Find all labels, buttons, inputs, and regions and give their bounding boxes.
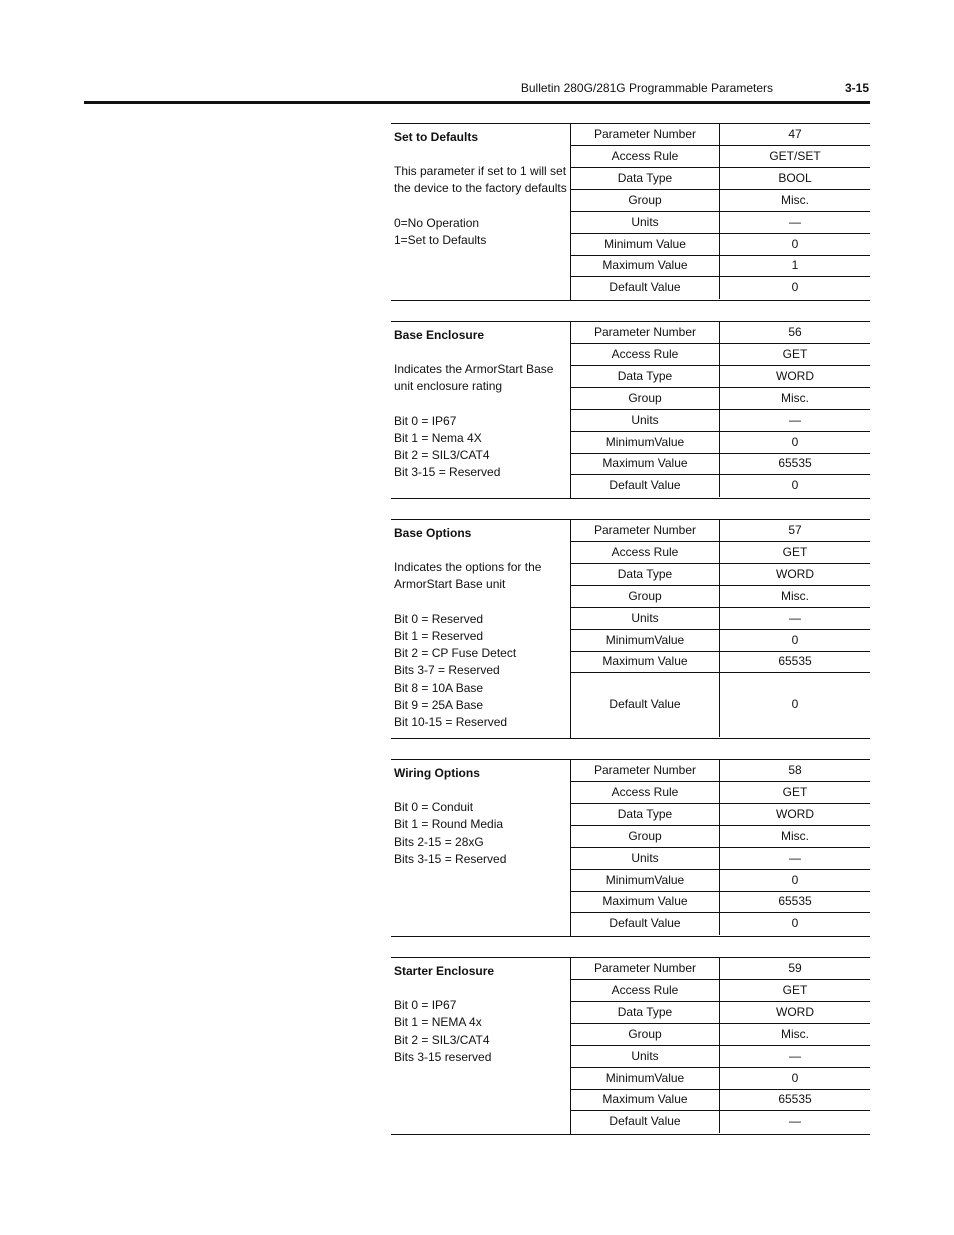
- attribute-value: —: [789, 610, 801, 625]
- table-row: [571, 913, 870, 935]
- attribute-value: Misc.: [781, 828, 809, 843]
- attribute-value: 0: [791, 1070, 799, 1085]
- attribute-label: Access Rule: [571, 980, 720, 1001]
- attribute-label: MinimumValue: [571, 432, 720, 453]
- param-table-starter-enclosure: [391, 957, 870, 1135]
- table-row: [571, 1111, 870, 1133]
- description-line: 1=Set to Defaults: [394, 233, 487, 247]
- param-table-wiring-options: [391, 759, 870, 937]
- table-row: [571, 848, 870, 870]
- attribute-value: 0: [791, 478, 799, 492]
- attribute-value: Misc.: [781, 390, 809, 405]
- param-attributes: [570, 958, 870, 1134]
- table-row: [571, 542, 870, 564]
- table-row: [571, 630, 870, 652]
- attribute-value: 0: [791, 236, 799, 251]
- attribute-label: Units: [571, 212, 720, 233]
- description-line: Bit 3-15 = Reserved: [394, 465, 501, 480]
- description-line: ArmorStart Base unit: [394, 577, 506, 592]
- attribute-label: Parameter Number: [571, 124, 720, 145]
- attribute-label: Maximum Value: [571, 256, 720, 276]
- attribute-label: Data Type: [571, 1002, 720, 1023]
- description-line: Bit 1 = Reserved: [394, 629, 484, 643]
- attribute-value: Misc.: [781, 588, 809, 603]
- attribute-value: Misc.: [781, 1026, 809, 1041]
- table-row: [571, 475, 870, 497]
- description-line: Bit 9 = 25A Base: [394, 697, 484, 712]
- attribute-label: Parameter Number: [571, 760, 720, 781]
- description-line: Bit 1 = Round Media: [394, 817, 504, 832]
- table-row: [571, 804, 870, 826]
- param-name: Set to Defaults: [394, 130, 479, 144]
- table-row: [571, 1090, 870, 1111]
- table-row: [571, 760, 870, 782]
- attribute-label: Parameter Number: [571, 322, 720, 343]
- table-row: [571, 1046, 870, 1068]
- attribute-value: WORD: [776, 806, 814, 821]
- attribute-label: Group: [571, 1024, 720, 1045]
- param-description: [391, 958, 570, 1134]
- param-description: [391, 760, 570, 936]
- attribute-label: Group: [571, 388, 720, 409]
- attribute-value: WORD: [776, 566, 814, 581]
- table-row: [571, 608, 870, 630]
- attribute-label: Data Type: [571, 366, 720, 387]
- attribute-label: Data Type: [571, 564, 720, 585]
- table-row: [571, 388, 870, 410]
- description-line: Indicates the ArmorStart Base: [394, 362, 554, 377]
- attribute-label: Maximum Value: [571, 454, 720, 474]
- description-gap: [394, 594, 567, 611]
- attribute-value: —: [789, 1048, 801, 1063]
- table-row: [571, 1024, 870, 1046]
- description-line: Bits 3-15 reserved: [394, 1049, 492, 1064]
- attribute-label: Access Rule: [571, 344, 720, 365]
- description-gap: [394, 396, 567, 413]
- attribute-value: GET: [782, 544, 808, 559]
- attribute-value: 0: [791, 916, 799, 930]
- attribute-label: MinimumValue: [571, 1068, 720, 1089]
- attribute-value: Misc.: [781, 192, 809, 207]
- attribute-label: Access Rule: [571, 542, 720, 563]
- table-row: [571, 892, 870, 913]
- table-row: [571, 564, 870, 586]
- attribute-label: Default Value: [571, 475, 720, 497]
- param-attributes: [570, 520, 870, 738]
- attribute-value: 0: [791, 872, 799, 887]
- header-rule: [84, 101, 870, 104]
- table-row: [571, 980, 870, 1002]
- description-line: Bit 0 = IP67: [394, 998, 457, 1013]
- description-line: unit enclosure rating: [394, 379, 503, 394]
- attribute-label: Maximum Value: [571, 1090, 720, 1110]
- param-description: [391, 124, 570, 300]
- attribute-value: 0: [791, 632, 799, 647]
- attribute-value: 47: [788, 126, 802, 141]
- description-line: Bit 2 = SIL3/CAT4: [394, 448, 490, 463]
- table-row: [571, 168, 870, 190]
- attribute-value: 56: [788, 324, 802, 339]
- description-line: Indicates the options for the: [394, 560, 542, 575]
- param-attributes: [570, 322, 870, 498]
- page-header: [84, 78, 870, 98]
- attribute-value: GET: [782, 784, 808, 799]
- table-row: [571, 1068, 870, 1090]
- description-line: Bit 1 = Nema 4X: [394, 431, 482, 445]
- param-name: Wiring Options: [394, 766, 480, 780]
- page-number: 3-15: [844, 81, 869, 95]
- attribute-value: 65535: [778, 654, 812, 668]
- attribute-label: Group: [571, 586, 720, 607]
- attribute-label: Parameter Number: [571, 958, 720, 979]
- param-description: [391, 520, 570, 738]
- param-description: [391, 322, 570, 498]
- attribute-value: 1: [791, 258, 799, 272]
- attribute-label: Access Rule: [571, 146, 720, 167]
- description-line: Bit 2 = SIL3/CAT4: [394, 1032, 490, 1047]
- attribute-label: MinimumValue: [571, 630, 720, 651]
- attribute-label: Default Value: [571, 673, 720, 737]
- table-row: [571, 410, 870, 432]
- description-line: Bit 10-15 = Reserved: [394, 715, 508, 730]
- table-row: [571, 432, 870, 454]
- attribute-label: Data Type: [571, 804, 720, 825]
- param-table-base-options: [391, 519, 870, 739]
- attribute-value: 0: [791, 697, 799, 711]
- table-row: [571, 212, 870, 234]
- attribute-label: Access Rule: [571, 782, 720, 803]
- description-line: This parameter if set to 1 will set: [394, 164, 567, 179]
- table-row: [571, 782, 870, 804]
- attribute-value: 0: [791, 280, 799, 294]
- table-row: [571, 673, 870, 737]
- description-line: the device to the factory defaults: [394, 181, 567, 196]
- attribute-value: GET: [782, 982, 808, 997]
- table-row: [571, 958, 870, 980]
- description-line: Bit 0 = Conduit: [394, 800, 474, 815]
- attribute-label: Default Value: [571, 913, 720, 935]
- attribute-label: Units: [571, 608, 720, 629]
- attribute-value: BOOL: [778, 170, 812, 185]
- attribute-value: WORD: [776, 1004, 814, 1019]
- param-table-base-enclosure: [391, 321, 870, 499]
- table-row: [571, 454, 870, 475]
- table-row: [571, 652, 870, 673]
- attribute-value: 0: [791, 434, 799, 449]
- description-line: Bits 3-7 = Reserved: [394, 663, 500, 678]
- attribute-value: —: [789, 850, 801, 865]
- attribute-label: Units: [571, 410, 720, 431]
- attribute-label: Group: [571, 190, 720, 211]
- attribute-label: Group: [571, 826, 720, 847]
- attribute-label: Maximum Value: [571, 652, 720, 672]
- table-row: [571, 520, 870, 542]
- param-attributes: [570, 760, 870, 936]
- table-row: [571, 366, 870, 388]
- attribute-value: —: [789, 1114, 801, 1128]
- param-attributes: [570, 124, 870, 300]
- attribute-value: —: [789, 214, 801, 229]
- table-row: [571, 234, 870, 256]
- attribute-label: Units: [571, 848, 720, 869]
- attribute-value: 65535: [778, 1092, 812, 1106]
- attribute-label: Default Value: [571, 1111, 720, 1133]
- description-line: 0=No Operation: [394, 215, 480, 230]
- attribute-label: Data Type: [571, 168, 720, 189]
- header-title: Bulletin 280G/281G Programmable Parameters: [520, 81, 773, 95]
- attribute-value: 58: [788, 762, 802, 777]
- table-row: [571, 870, 870, 892]
- table-row: [571, 190, 870, 212]
- description-line: Bit 0 = IP67: [394, 413, 457, 428]
- table-row: [571, 277, 870, 299]
- description-line: Bit 1 = NEMA 4x: [394, 1015, 482, 1030]
- table-row: [571, 256, 870, 277]
- attribute-value: 59: [788, 960, 802, 975]
- param-name: Starter Enclosure: [394, 964, 495, 978]
- attribute-value: 57: [788, 522, 802, 537]
- table-row: [571, 586, 870, 608]
- param-table-set-to-defaults: [391, 123, 870, 301]
- table-row: [571, 146, 870, 168]
- attribute-value: GET: [782, 346, 808, 361]
- param-name: Base Options: [394, 526, 472, 540]
- param-name: Base Enclosure: [394, 328, 485, 342]
- description-gap: [394, 198, 567, 215]
- attribute-value: GET/SET: [769, 148, 821, 163]
- attribute-value: 65535: [778, 894, 812, 908]
- description-line: Bit 8 = 10A Base: [394, 680, 484, 695]
- table-row: [571, 1002, 870, 1024]
- table-row: [571, 124, 870, 146]
- table-row: [571, 322, 870, 344]
- attribute-label: Units: [571, 1046, 720, 1067]
- description-line: Bits 2-15 = 28xG: [394, 834, 484, 849]
- attribute-label: Default Value: [571, 277, 720, 299]
- description-line: Bit 0 = Reserved: [394, 611, 484, 626]
- table-row: [571, 826, 870, 848]
- table-row: [571, 344, 870, 366]
- attribute-value: —: [789, 412, 801, 427]
- attribute-value: WORD: [776, 368, 814, 383]
- description-line: Bits 3-15 = Reserved: [394, 851, 507, 866]
- attribute-label: Parameter Number: [571, 520, 720, 541]
- description-line: Bit 2 = CP Fuse Detect: [394, 646, 517, 661]
- attribute-value: 65535: [778, 456, 812, 470]
- attribute-label: Maximum Value: [571, 892, 720, 912]
- attribute-label: Minimum Value: [571, 234, 720, 255]
- attribute-label: MinimumValue: [571, 870, 720, 891]
